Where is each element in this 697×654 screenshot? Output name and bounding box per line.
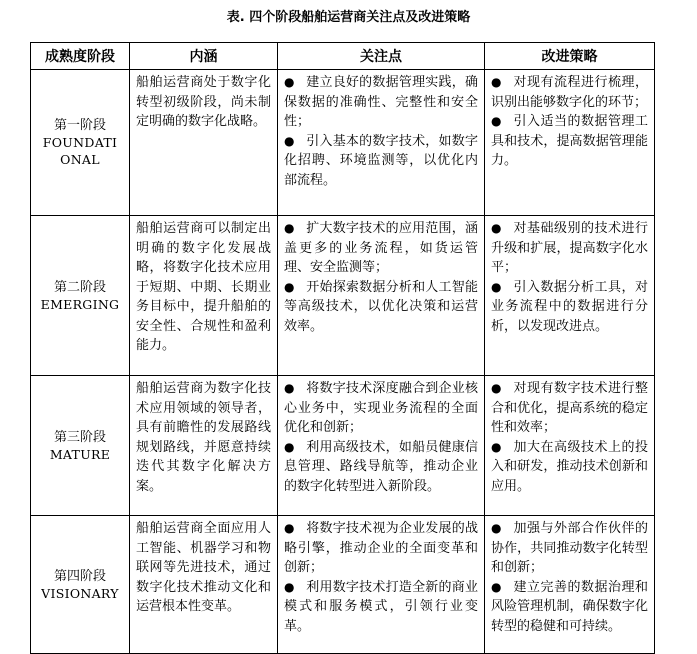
strategy-item — [491, 578, 648, 637]
table-caption: 表. 四个阶段船舶运营商关注点及改进策略 — [226, 10, 471, 25]
strategy-text: 对现有流程进行梳理，识别出能够数字化的环节； — [491, 75, 648, 110]
strategy-item — [491, 112, 648, 171]
focus-text: 扩大数字技术的应用范围，涵盖更多的业务流程，如货运管理、安全监测等； — [284, 221, 478, 275]
focus-text: 引入基本的数字技术，如数字化招聘、环境监测等，以优化内部流程。 — [284, 133, 478, 188]
stage-cell — [31, 70, 130, 216]
bullet-icon: ● — [284, 381, 295, 395]
connotation-cell: 船舶运营商为数字化技术应用领域的领导者，具有前瞻性的发展路线规划路线，并愿意持续迭代其数字化解决方案。 — [130, 376, 278, 516]
bullet-icon: ● — [491, 381, 502, 395]
strategy-text: 对基础级别的技术进行升级和扩展，提高数字化水平； — [491, 221, 648, 275]
bullet-icon: ● — [284, 133, 295, 148]
focus-item — [284, 519, 478, 578]
strategy-text: 引入数据分析工具，对业务流程中的数据进行分析，以发现改进点。 — [491, 279, 648, 334]
strategy-text: 对现有数字技术进行整合和优化，提高系统的稳定性和效率； — [491, 381, 648, 435]
strategy-text: 引入适当的数据管理工具和技术，提高数据管理能力。 — [491, 114, 648, 168]
strategy-item — [491, 438, 648, 497]
strategy-cell — [485, 516, 655, 654]
focus-item — [284, 379, 478, 438]
focus-item — [284, 219, 478, 278]
stage-name-en: EMERGING — [40, 296, 120, 312]
stage-name-cn: 第三阶段 — [53, 429, 106, 445]
stage-cell — [31, 216, 130, 376]
bullet-icon: ● — [491, 439, 502, 454]
strategy-item — [491, 278, 648, 337]
strategy-text: 加大在高级技术上的投入和研发，推动技术创新和应用。 — [491, 439, 648, 494]
strategy-cell — [485, 376, 655, 516]
focus-text: 将数字技术视为企业发展的战略引擎，推动企业的全面变革和创新； — [284, 521, 478, 575]
focus-cell — [278, 376, 485, 516]
bullet-icon: ● — [284, 439, 295, 454]
stage-name-cn: 第四阶段 — [53, 568, 106, 584]
focus-text: 建立良好的数据管理实践，确保数据的准确性、完整性和安全性； — [284, 75, 478, 129]
bullet-icon: ● — [491, 279, 502, 294]
header-focus: 关注点 — [278, 43, 485, 70]
strategy-item — [491, 379, 648, 438]
bullet-icon: ● — [491, 75, 502, 89]
maturity-table — [30, 42, 655, 654]
stage-cell — [31, 376, 130, 516]
focus-text: 开始探索数据分析和人工智能等高级技术，以优化决策和运营效率。 — [284, 279, 478, 334]
strategy-cell — [485, 70, 655, 216]
header-stage: 成熟度阶段 — [31, 43, 130, 70]
table-row — [31, 216, 655, 376]
stage-cell — [31, 516, 130, 654]
focus-item — [284, 73, 478, 132]
connotation-cell: 船舶运营商可以制定出明确的数字化发展战略，将数字化技术应用于短期、中期、长期业务目标中，提升船舶的安全性、合规性和盈利能力。 — [130, 216, 278, 376]
focus-item — [284, 132, 478, 191]
table-row — [31, 516, 655, 654]
focus-item — [284, 578, 478, 637]
table-row — [31, 70, 655, 216]
strategy-text: 建立完善的数据治理和风险管理机制，确保数字化转型的稳健和可持续。 — [491, 579, 648, 634]
strategy-item — [491, 73, 648, 112]
focus-text: 将数字技术深度融合到企业核心业务中，实现业务流程的全面优化和创新； — [284, 381, 478, 435]
focus-cell — [278, 70, 485, 216]
strategy-text: 加强与外部合作伙伴的协作，共同推动数字化转型和创新； — [491, 521, 648, 575]
stage-name-en: MATURE — [49, 446, 111, 462]
bullet-icon: ● — [284, 75, 295, 89]
bullet-icon: ● — [491, 221, 502, 235]
header-strategy: 改进策略 — [485, 43, 655, 70]
bullet-icon: ● — [491, 114, 502, 128]
connotation-cell: 船舶运营商全面应用人工智能、机器学习和物联网等先进技术，通过数字化技术推动文化和运营根本性变革。 — [130, 516, 278, 654]
header-connotation: 内涵 — [130, 43, 278, 70]
bullet-icon: ● — [284, 579, 295, 594]
focus-cell — [278, 216, 485, 376]
header-row — [31, 43, 655, 70]
stage-name-cn: 第二阶段 — [53, 279, 106, 295]
strategy-cell — [485, 216, 655, 376]
focus-item — [284, 278, 478, 337]
bullet-icon: ● — [491, 521, 502, 535]
strategy-item — [491, 219, 648, 278]
focus-cell — [278, 516, 485, 654]
strategy-item — [491, 519, 648, 578]
stage-name-en: VISIONARY — [41, 585, 119, 601]
bullet-icon: ● — [284, 279, 295, 294]
stage-name-en: ONAL — [60, 152, 100, 167]
table-row — [31, 376, 655, 516]
focus-item — [284, 438, 478, 497]
bullet-icon: ● — [491, 579, 502, 594]
focus-text: 利用数字技术打造全新的商业模式和服务模式，引领行业变革。 — [284, 579, 478, 634]
bullet-icon: ● — [284, 521, 295, 535]
stage-name-cn: 第一阶段 — [53, 118, 106, 133]
focus-text: 利用高级技术，如船员健康信息管理、路线导航等，推动企业的数字化转型进入新阶段。 — [284, 439, 478, 494]
stage-name-en: FOUNDATI — [42, 135, 118, 150]
bullet-icon: ● — [284, 221, 295, 235]
connotation-cell: 船舶运营商处于数字化转型初级阶段，尚未制定明确的数字化战略。 — [130, 70, 278, 216]
